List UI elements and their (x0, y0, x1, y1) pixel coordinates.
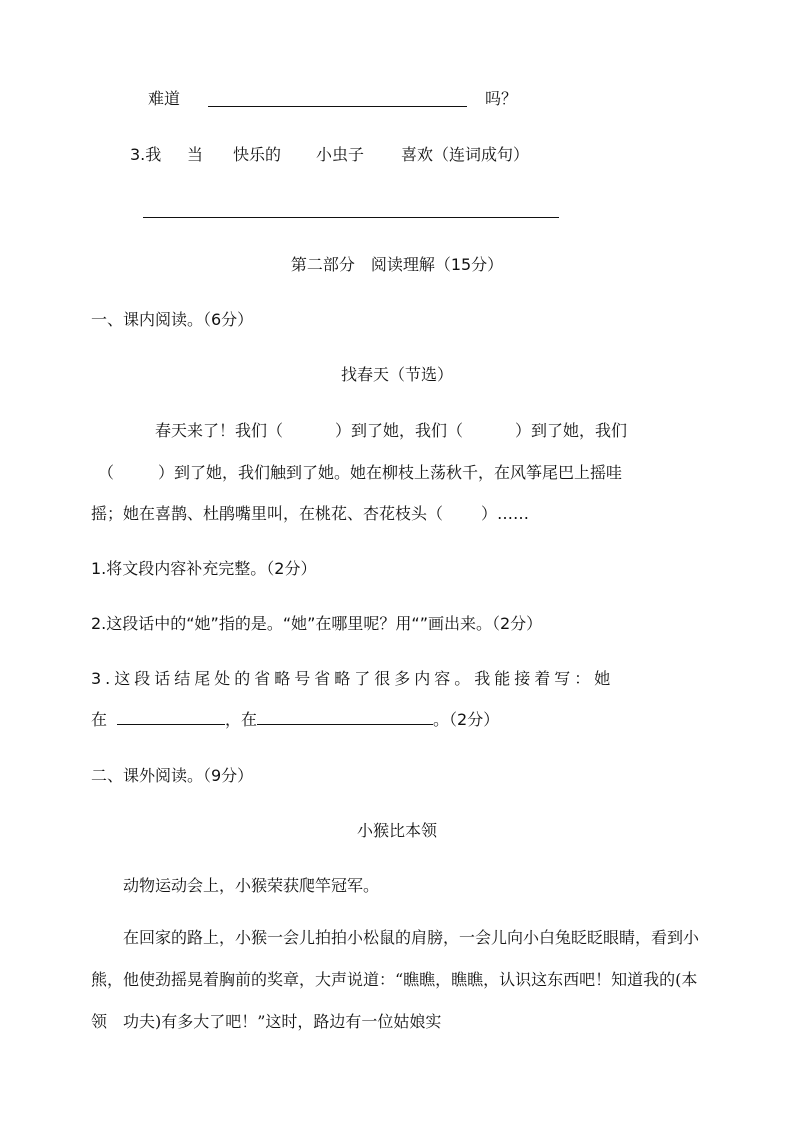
section1-question-3: 3.这段话结尾处的省略号省略了很多内容。我能接着写：她 (91, 669, 615, 688)
section2-paragraph-1: 动物运动会上，小猴荣获爬竿冠军。 (123, 876, 380, 895)
q3-word: 当 (187, 145, 204, 164)
q3-word: 小虫子 (316, 145, 365, 164)
section1-question-2: 2.这段话中的“她”指的是。“她”在哪里呢？用“”画出来。（2分） (91, 614, 543, 633)
q2-tail-prefix: 难道 (148, 89, 181, 108)
part2-title: 第二部分 阅读理解（15分） (290, 255, 504, 274)
q2-answer-line[interactable] (208, 106, 467, 107)
q3-word: 喜欢（连词成句） (401, 145, 530, 164)
section1-question-3-blanks (91, 707, 499, 730)
passage-text: （ (98, 463, 115, 482)
passage-line-1 (155, 418, 627, 441)
passage-line-2 (98, 460, 622, 483)
q3-label: 3.我 (130, 145, 162, 164)
passage-text: 摇；她在喜鹊、杜鹃嘴里叫，在桃花、杏花枝头（ (91, 504, 444, 523)
section1-heading: 一、课内阅读。（6分） (91, 310, 254, 329)
q3-blank-1[interactable] (117, 724, 225, 725)
q3-text: 在 (91, 710, 108, 729)
q3-blank-2[interactable] (257, 724, 433, 725)
q3-answer-line[interactable] (143, 217, 559, 218)
q2-tail-suffix: 吗？ (485, 89, 518, 108)
passage-text: ）…… (481, 504, 530, 523)
section2-paragraph-2: 在回家的路上，小猴一会儿拍拍小松鼠的肩膀，一会儿向小白兔眨眨眼睛，看到小熊，他使劲摇晃着胸前的奖章，大声说道：“瞧瞧，瞧瞧，认识这东西吧！知道我的(本领 功夫)有多大了吧！”这时，路边有一位姑娘实 (91, 928, 700, 1031)
section2-passage-title: 小猴比本领 (356, 821, 437, 840)
passage-text: ）到了她，我们（ (335, 421, 464, 440)
passage-line-3 (91, 501, 529, 524)
q3-text: ，在 (225, 710, 258, 729)
q3-text: 。（2分） (433, 710, 500, 729)
passage-text: ）到了她，我们触到了她。她在柳枝上荡秋千，在风筝尾巴上摇哇 (158, 463, 623, 482)
q3-word: 快乐的 (233, 145, 282, 164)
section1-question-1: 1.将文段内容补充完整。（2分） (91, 559, 317, 578)
passage-text: ）到了她，我们 (515, 421, 628, 440)
section2-heading: 二、课外阅读。（9分） (91, 766, 254, 785)
passage-text: 春天来了！我们（ (155, 421, 284, 440)
section1-passage-title: 找春天（节选） (340, 365, 453, 384)
